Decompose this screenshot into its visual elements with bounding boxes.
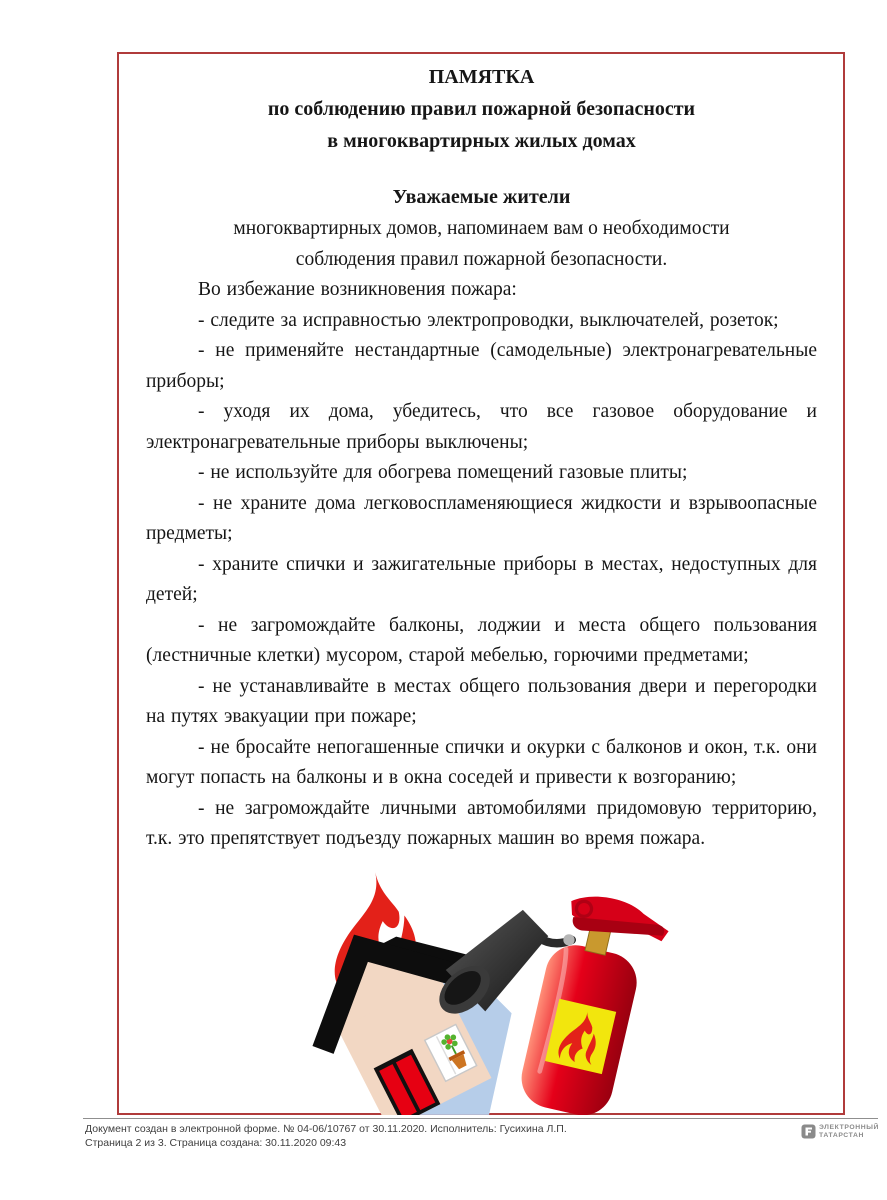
rule-item: - не храните дома легковоспламеняющиеся жидкости и взрывоопасные предметы; (146, 492, 817, 544)
footer-divider (83, 1118, 878, 1119)
fire-extinguisher-icon (516, 887, 673, 1115)
rule-item: - не загромождайте балконы, лоджии и места общего пользования (лестничные клетки) мусором, старой мебелью, горючими предметами; (146, 614, 817, 666)
rule-item: - не применяйте нестандартные (самодельные) электронагревательные приборы; (146, 340, 817, 392)
logo-text-line2: ТАТАРСТАН (819, 1131, 864, 1139)
rule-item: - не бросайте непогашенные спички и окурки с балконов и окон, т.к. они могут попасть на балконы и в окна соседей и привести к возгоранию; (146, 736, 817, 788)
footer-line1: Документ создан в электронной форме. № 04-06/10767 от 30.11.2020. Исполнитель: Гусихина Л.П. (85, 1123, 567, 1135)
document-border (117, 52, 845, 1115)
logo-text-line1: ЭЛЕКТРОННЫЙ (819, 1124, 880, 1131)
footer-metadata (85, 1123, 645, 1150)
greeting-line1: многоквартирных домов, напоминаем вам о необходимости (233, 218, 730, 239)
page-subtitle-line1: по соблюдению правил пожарной безопасности (267, 98, 696, 120)
rule-item: - не устанавливайте в местах общего пользования двери и перегородки на путях эвакуации при пожаре; (146, 675, 817, 727)
greeting-heading: Уважаемые жители (392, 186, 571, 208)
rule-item: - храните спички и зажигательные приборы в местах, недоступных для детей; (146, 553, 817, 605)
document-content (119, 54, 843, 1115)
greeting-line2: соблюдения правил пожарной безопасности. (295, 249, 668, 270)
extinguisher-house-fire-graphic (284, 857, 679, 1115)
page-title: ПАМЯТКА (428, 66, 535, 88)
page-subtitle-line2: в многоквартирных жилых домах (327, 130, 636, 152)
electronic-tatarstan-logo-icon (801, 1124, 816, 1139)
rule-item: - уходя их дома, убедитесь, что все газовое оборудование и электронагревательные приборы выключены; (146, 401, 817, 453)
rule-item: - следите за исправностью электропроводки, выключателей, розеток; (198, 309, 779, 331)
intro-paragraph: Во избежание возникновения пожара: (198, 279, 517, 300)
rule-item: - не загромождайте личными автомобилями придомовую территорию, т.к. это препятствует подъезду пожарных машин во время пожара. (146, 797, 817, 849)
footer-line2: Страница 2 из 3. Страница создана: 30.11.2020 09:43 (85, 1136, 347, 1149)
electronic-tatarstan-logo (801, 1124, 879, 1139)
fire-safety-illustration (146, 857, 817, 1115)
rule-item: - не используйте для обогрева помещений газовые плиты; (198, 462, 688, 483)
